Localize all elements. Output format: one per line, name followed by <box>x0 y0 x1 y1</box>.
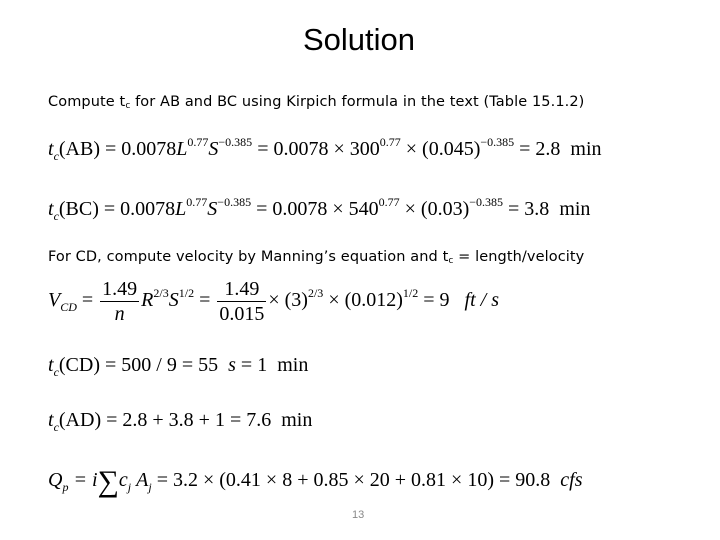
eq-ab-mid: = 0.0078 × 300 <box>252 138 380 160</box>
eq-vcd-unit: ft / s <box>464 289 499 312</box>
equation-vcd: $V_{CD}$ = $\frac{1.49}{n}$ $R^{2/3}S^{1/2}$ = $\frac{1.49}{0.015}$ × $(3)^{2/3} \times (0.012)^{1/2} = 9$ ft / s <box>48 278 499 325</box>
eq-ab-S: S <box>208 138 219 160</box>
eq-qp-unit: cfs <box>560 469 583 491</box>
eq-vcd-tail2: × (0.012) <box>323 289 403 312</box>
eq-qp-c-sub: j <box>127 480 132 494</box>
eq-vcd-frac2-num: 1.49 <box>217 279 266 302</box>
eq-bc-unit: min <box>559 198 591 220</box>
eq-ab-L: L <box>176 138 188 160</box>
eq-qp-body: = 3.2 × (0.41 × 8 + 0.85 × 20 + 0.81 × 10) = 90.8 <box>151 469 551 491</box>
eq-bc-L: L <box>175 198 187 220</box>
eq-ab-coef: = 0.0078 <box>100 138 177 160</box>
eq-cd-lhs: t <box>48 354 54 376</box>
equation-tc-ab <box>48 135 602 163</box>
eq-vcd-S: S <box>168 289 179 312</box>
eq-vcd-frac2 <box>217 279 266 324</box>
eq-bc-mid-exp: 0.77 <box>378 195 400 209</box>
eq-ab-lhs-sub: c <box>53 149 59 163</box>
cd-text-subscript: c <box>448 256 454 266</box>
eq-ab-mid2: × (0.045) <box>400 138 481 160</box>
eq-vcd-R-exp: 2/3 <box>153 286 169 301</box>
eq-bc-mid2: × (0.03) <box>399 198 470 220</box>
eq-bc-lhs: t <box>48 198 54 220</box>
eq-vcd-frac1-den: n <box>114 303 125 325</box>
eq-vcd-lhs-sub: CD <box>60 300 77 315</box>
equation-tc-bc <box>48 195 591 223</box>
eq-vcd-frac1 <box>100 279 139 324</box>
eq-vcd-S-exp: 1/2 <box>178 286 195 301</box>
eq-vcd-tail: × (3) <box>268 289 308 312</box>
eq-qp-c: c <box>118 469 128 491</box>
eq-bc-result: = 3.8 <box>503 198 550 220</box>
eq-ab-L-exp: 0.77 <box>187 135 209 149</box>
eq-vcd-lhs: V <box>48 289 61 312</box>
eq-vcd-result: = 9 <box>418 289 450 312</box>
eq-ab-unit: min <box>570 138 602 160</box>
cd-text-suffix: = length/velocity <box>453 249 585 265</box>
eq-bc-coef: = 0.0078 <box>98 198 176 220</box>
eq-bc-S-exp: −0.385 <box>217 195 252 209</box>
page-number: 13 <box>352 509 365 521</box>
intro-text <box>48 94 584 111</box>
eq-bc-L-exp: 0.77 <box>186 195 208 209</box>
eq-ad-lhs: t <box>48 409 54 431</box>
intro-text-subscript: c <box>125 101 131 111</box>
eq-ab-result: = 2.8 <box>514 138 561 160</box>
slide-title: Solution <box>302 22 416 57</box>
eq-bc-mid: = 0.0078 × 540 <box>251 198 379 220</box>
equation-qp <box>48 465 583 498</box>
eq-ab-mid2-exp: −0.385 <box>480 135 515 149</box>
eq-cd-body: = 500 / 9 = 55 <box>100 354 219 376</box>
eq-ad-body: = 2.8 + 3.8 + 1 = 7.6 <box>101 409 272 431</box>
eq-ad-unit: min <box>281 409 313 431</box>
intro-text-suffix: for AB and BC using Kirpich formula in the text (Table 15.1.2) <box>130 94 585 110</box>
eq-vcd-frac2-den: 0.015 <box>219 303 265 325</box>
eq-vcd-frac1-num: 1.49 <box>102 278 138 300</box>
eq-vcd-tail2-exp: 1/2 <box>402 286 419 301</box>
eq-cd-lhs-arg: (CD) <box>58 354 100 376</box>
eq-bc-mid2-exp: −0.385 <box>469 195 504 209</box>
eq-qp-lhs: Q <box>48 469 63 491</box>
eq-cd-body2: = 1 <box>235 354 268 376</box>
eq-qp-i: = i <box>68 469 98 491</box>
eq-qp-A: A <box>136 469 149 491</box>
eq-ab-mid-exp: 0.77 <box>379 135 401 149</box>
eq-qp-lhs-sub: p <box>62 480 69 494</box>
eq-ab-lhs-arg: (AB) <box>58 138 100 160</box>
eq-qp-A-sub: j <box>148 480 152 494</box>
cd-text-prefix: For CD, compute velocity by Manning’s equation and t <box>48 249 449 265</box>
eq-ab-S-exp: −0.385 <box>218 135 253 149</box>
eq-cd-s: s <box>228 354 236 376</box>
equation-tc-cd <box>48 354 309 379</box>
cd-text <box>48 249 584 266</box>
eq-cd-lhs-sub: c <box>53 365 59 379</box>
eq-vcd-R: R <box>141 289 154 312</box>
eq-vcd-tail-exp: 2/3 <box>307 286 324 301</box>
summation-icon: ∑ <box>97 465 119 498</box>
eq-ad-lhs-sub: c <box>53 420 59 434</box>
eq-ad-lhs-arg: (AD) <box>58 409 102 431</box>
eq-cd-unit: min <box>277 354 309 376</box>
eq-bc-lhs-arg: (BC) <box>58 198 99 220</box>
equation-tc-ad <box>48 409 313 434</box>
eq-bc-lhs-sub: c <box>53 209 59 223</box>
eq-bc-S: S <box>207 198 218 220</box>
intro-text-prefix: Compute t <box>48 94 126 110</box>
eq-ab-lhs: t <box>48 138 54 160</box>
